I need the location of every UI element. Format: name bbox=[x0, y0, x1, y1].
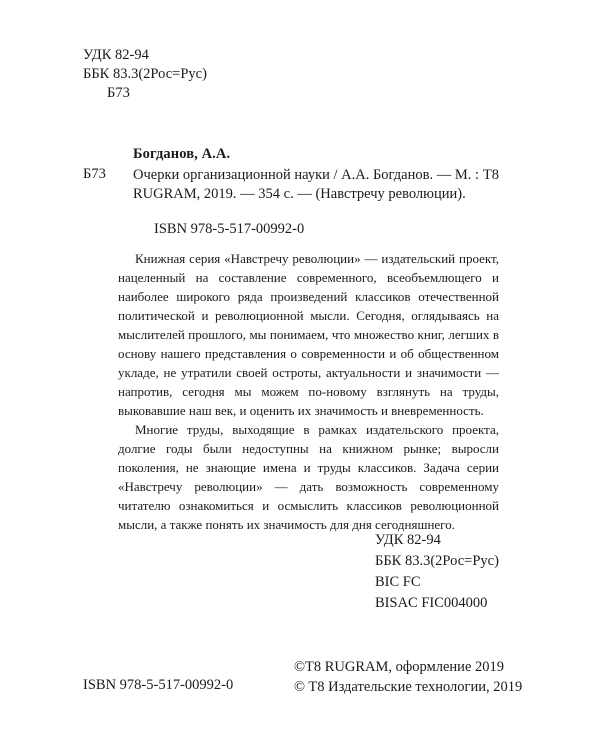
annotation-paragraph-2: Многие труды, выходящие в рамках издательского проекта, долгие годы были недоступны на книжном рынке; выросли поколения, не знающие имена и труды классиков. Задача серии «Навстречу революции» — дать возможность современному читателю ознакомиться и осмыслить классиков революционной мысли, а также понять их значимость для дня сегодняшнего. bbox=[118, 422, 499, 532]
copyright-design: ©T8 RUGRAM, оформление 2019 bbox=[294, 659, 505, 675]
annotation-paragraph-1: Книжная серия «Навстречу революции» — издательский проект, нацеленный на составление современного, всеобъемлющего и наиболее широкого ряда произведений классиков отечественной политической и революционной мысли. Сегодня, оглядываясь на мыслителей прошлого, мы понимаем, что множество книг, легших в основу нашего представления о современности и об общественном укладе, не утратили своей остроты, актуальности и значимости — напротив, сегодня мы можем по-новому взглянуть на труды, выковавшие наш век, и оценить их значимость и вневременность. bbox=[118, 251, 499, 418]
bibliographic-description bbox=[133, 166, 499, 204]
bbk-code-right: ББК 83.3(2Рос=Рус) bbox=[375, 553, 499, 569]
annotation bbox=[118, 249, 499, 534]
author-sign: Б73 bbox=[107, 85, 130, 101]
bib-line1-right: T8 bbox=[482, 167, 499, 183]
isbn-record: ISBN 978-5-517-00992-0 bbox=[154, 221, 305, 237]
bisac-code: BISAC FIC004000 bbox=[375, 595, 488, 611]
classification-codes-top bbox=[83, 46, 207, 103]
isbn-footer: ISBN 978-5-517-00992-0 bbox=[83, 677, 234, 693]
bic-code: BIC FC bbox=[375, 574, 421, 590]
bib-line2: RUGRAM, 2019. — 354 с. — (Навстречу революции). bbox=[133, 186, 466, 202]
bbk-code: ББК 83.3(2Рос=Рус) bbox=[83, 66, 207, 82]
copyright-block bbox=[294, 657, 522, 697]
bib-line1-left: Очерки организационной науки / А.А. Богданов. — М. : bbox=[133, 167, 479, 183]
classification-codes-right bbox=[375, 530, 499, 614]
author-sign-code: Б73 bbox=[83, 166, 106, 182]
udk-code: УДК 82-94 bbox=[83, 47, 149, 63]
udk-code-right: УДК 82-94 bbox=[375, 532, 441, 548]
author-heading: Богданов, А.А. bbox=[133, 146, 231, 162]
copyright-publisher: © T8 Издательские технологии, 2019 bbox=[294, 679, 523, 695]
